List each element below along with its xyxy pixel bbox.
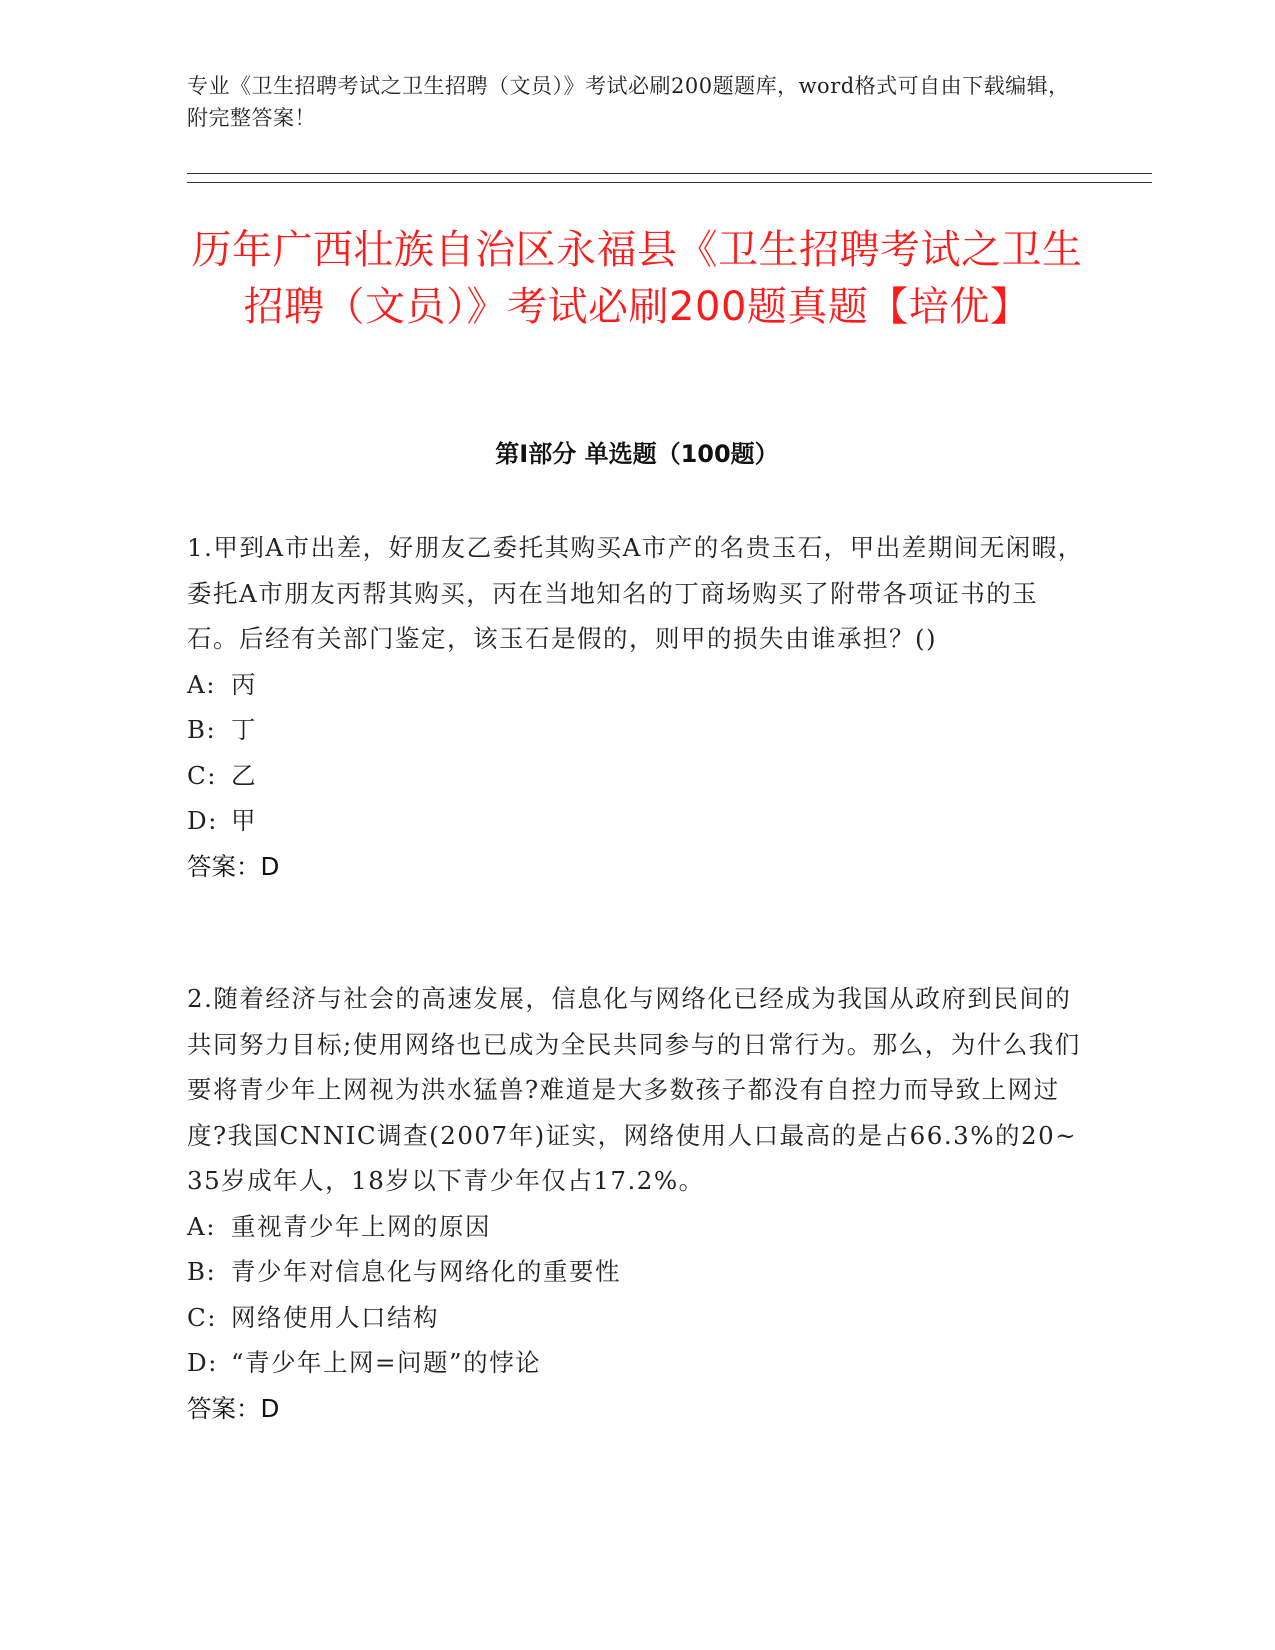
question-1 — [187, 525, 1087, 889]
option-key: C: — [187, 1302, 218, 1332]
option-text: 网络使用人口结构 — [231, 1302, 439, 1332]
option-key: C: — [187, 760, 218, 790]
question-stem: 1.甲到A市出差，好朋友乙委托其购买A市产的名贵玉石，甲出差期间无闲暇，委托A市朋友丙帮其购买，丙在当地知名的丁商场购买了附带各项证书的玉石。后经有关部门鉴定，该玉石是假的，则甲的损失由谁承担？() — [187, 533, 1084, 653]
option-key: A: — [187, 669, 216, 699]
option-key: B: — [187, 715, 217, 744]
option-c — [187, 753, 1087, 799]
header-note: 专业《卫生招聘考试之卫生招聘（文员）》考试必刷200题题库，word格式可自由下载编辑，附完整答案！ — [187, 74, 1070, 130]
option-text: 甲 — [231, 806, 257, 835]
section-heading: 第I部分 单选题（100题） — [495, 440, 779, 468]
option-d — [187, 798, 1087, 844]
option-text: 青少年对信息化与网络化的重要性 — [231, 1257, 621, 1286]
option-key: D: — [187, 806, 218, 835]
document-title: 历年广西壮族自治区永福县《卫生招聘考试之卫生招聘（文员）》考试必刷200题真题【培优】 — [191, 227, 1083, 330]
option-text: 丙 — [231, 669, 257, 699]
answer: 答案：D — [187, 851, 280, 881]
option-c — [187, 1295, 1087, 1341]
option-text: 丁 — [231, 715, 257, 744]
option-text: 乙 — [231, 760, 257, 790]
header-rule-top — [187, 173, 1152, 174]
question-stem: 2.随着经济与社会的高速发展，信息化与网络化已经成为我国从政府到民间的共同努力目标;使用网络也已成为全民共同参与的日常行为。那么，为什么我们要将青少年上网视为洪水猛兽?难道是大多数孩子都没有自控力而导致上网过度?我国CNNIC调查(2007年)证实，网络使用人口最高的是占66.3%的20~35岁成年人，18岁以下青少年仅占17.2%。 — [187, 984, 1081, 1195]
header-rule-bottom — [187, 182, 1152, 183]
option-b — [187, 1249, 1087, 1295]
option-a — [187, 1204, 1087, 1250]
option-a — [187, 662, 1087, 708]
option-text: “青少年上网=问题”的悖论 — [231, 1348, 542, 1377]
question-2 — [187, 976, 1087, 1431]
option-d — [187, 1340, 1087, 1386]
answer: 答案：D — [187, 1393, 280, 1423]
option-key: D: — [187, 1348, 218, 1377]
option-key: A: — [187, 1211, 216, 1241]
option-text: 重视青少年上网的原因 — [231, 1211, 491, 1241]
option-b — [187, 707, 1087, 753]
option-key: B: — [187, 1257, 217, 1286]
